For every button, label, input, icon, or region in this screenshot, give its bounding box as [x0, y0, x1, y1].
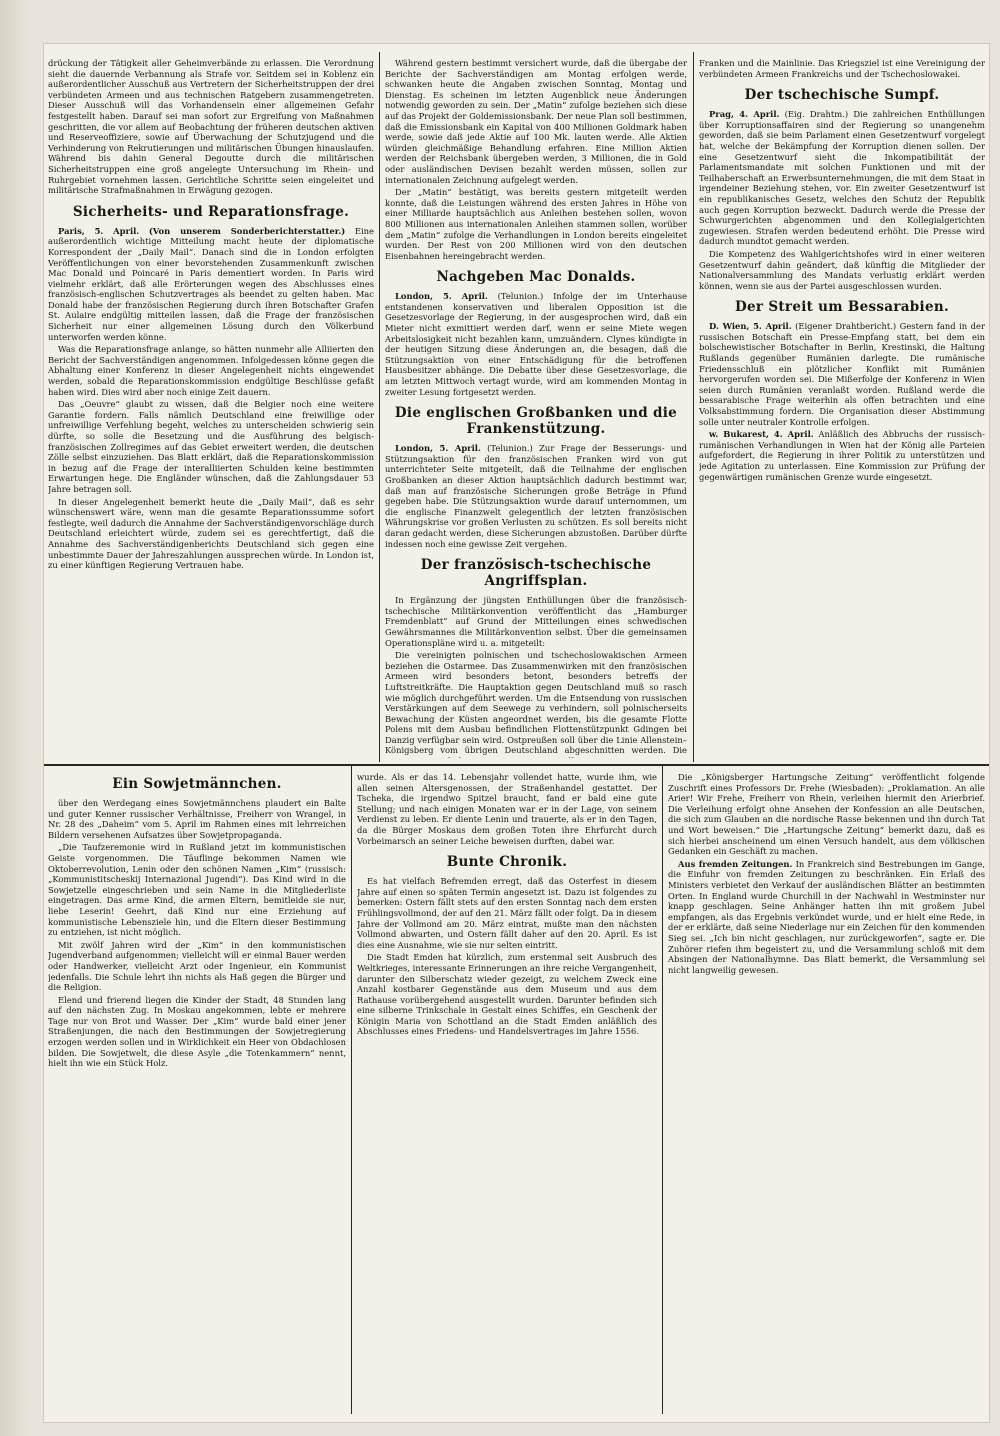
dateline: Paris, 5. April.: [58, 225, 140, 236]
column-rule-1: [379, 52, 380, 762]
article-text: Während gestern bestimmt versichert wurde, daß die übergabe der Berichte der Sachverständigen am Montag erfolgen werde, schwanken heute die Angaben zwischen Sonntag, Montag und Dienstag. Es scheinen im letzten Augenblick neue Änderungen notwendig geworden zu sein. Der „Matin“ zufolge beziehen sich diese auf das Projekt der Goldemissionsbank. Der neue Plan soll bestimmen, daß die Emissionsbank ein Kapital von 400 Millionen Goldmark haben werde, sowie daß jede Aktie auf 100 Mk. lauten werde. Alle Aktien würden gleichmäßige Behandlung erfahren. Eine Million Aktien werden der Reichsbank übergeben werden, 3 Millionen, die in Gold oder ausländischen Devisen bezahlt werden müssen, sollen zur internationalen Zeichnung aufgelegt werden.: [385, 58, 687, 185]
article-text: Anläßlich des Abbruchs der russisch-rumänischen Verhandlungen in Wien hat der König alle Parteien aufgefordert, die Regierung in ihrer Politik zu unterstützen und jede Agitation zu unterlassen. Eine Kommission zur Prüfung der gegenwärtigen rumänischen Grenze wurde eingesetzt.: [699, 429, 985, 482]
dateline: London, 5. April.: [395, 443, 481, 454]
article-text: Was die Reparationsfrage anlange, so hätten nunmehr alle Alliierten den Bericht der Sachverständigen angenommen. Infolgedessen könne gegen die Abhaltung einer Konferenz in dieser Angelegenheit nichts eingewendet werden, sobald die Reparationskommission endgültige Beschlüsse gefaßt haben wird. Dies wird aber noch einige Zeit dauern.: [48, 344, 374, 397]
article-text: In Ergänzung der jüngsten Enthüllungen über die französisch-tschechische Militärkonvention veröffentlicht das „Hamburger Fremdenblatt“ auf Grund der Mitteilungen eines schwedischen Gewährsmannes die Militärkonvention selbst. Über die gemeinsamen Operationspläne wird u. a. mitgeteilt:: [385, 595, 687, 648]
article-text: In Frankreich sind Bestrebungen im Gange, die Einfuhr von fremden Zeitungen zu beschränken. Ein Erlaß des Ministers verbietet den Verkauf der ausländischen Blätter an bestimmten Orten. In England wurde Churchill in der Nachwahl in Westminster nur knapp geschlagen. Seine Anhänger hatten ihn mit großem Jubel empfangen, als das Ergebnis verkündet wurde, und er hielt eine Rede, in der er erklärte, daß seine Niederlage nur ein Zeichen für den kommenden Sieg sei. „Ich bin nicht geschlagen, nur zurückgeworfen“, sagte er. Die Zuhörer riefen ihm begeistert zu, und die Versammlung schloß mit dem Absingen der Nationalhymne. Das Blatt bemerkt, die Versammlung sei nicht langweilig gewesen.: [668, 858, 985, 975]
headline-sumpf: Der tschechische Sumpf.: [744, 87, 940, 104]
article-text: Die Kompetenz des Wahlgerichtshofes wird in einer weiteren Gesetzentwurf dahin geändert, daß künftig die Mitglieder der Nationalversammlung des Mandats verlustig erklärt werden können, wenn sie aus der Partei ausgeschlossen wurden.: [699, 248, 985, 291]
dateline: London, 5. April.: [395, 291, 488, 302]
headline-nachgeben: Nachgeben Mac Donalds.: [436, 269, 636, 286]
article-text: drückung der Tätigkeit aller Geheimverbände zu erlassen. Die Verordnung sieht die dauernde Verbannung als Strafe vor. Seitdem sei in Koblenz ein außerordentlicher Ausschuß aus Vertretern der Sicherheitstruppen der drei verbündeten Armeen und aus technischen Ratgebern zusammengetreten. Dieser Ausschuß will das Vorhandensein einer allgemeinen Gefahr festgestellt haben. Darauf sei man sofort zur Ergreifung von Maßnahmen geschritten, die vor allem auf Beobachtung der früheren deutschen aktiven und Reserveoffiziere, sowie auf Überwachung der Schutzjugend und die Verhinderung von Rekrutierungen und militärischen Übungen hinauslaufen. Während bis dahin General Degoutte durch die militärischen Sicherheitstruppen eine groß angelegte Untersuchung im Rhein- und Ruhrgebiet vornehmen lassen. Gerichtliche Schritte seien eingeleitet und militärische Strafmaßnahmen in Erwägung gezogen.: [48, 58, 374, 196]
column-rule-3: [351, 766, 352, 1414]
scan-border: [0, 0, 44, 1436]
subheading: Aus fremden Zeitungen.: [678, 858, 793, 869]
article-text: Eine außerordentlich wichtige Mitteilung macht heute der diplomatische Korrespondent der „Daily Mail“. Danach sind die in London erfolgten Veröffentlichungen von einer bevorstehenden Zusammenkunft zwischen Mac Donald und Poincaré in Paris dementiert worden. In Paris wird vielmehr erklärt, daß alle Erörterungen wegen des Abschlusses eines französisch-englischen Schutzvertrages als beendet zu gelten haben. Mac Donald habe der französischen Regierung durch ihren Botschafter Grafen St. Aulaire endgültig mitteilen lassen, daß die Frage der französischen Sicherheit nur einer allgemeinen Lösung durch den Völkerbund unterworfen werden könne.: [48, 225, 374, 342]
dateline: D. Wien, 5. April.: [709, 321, 792, 332]
article-text: Franken und die Mainlinie. Das Kriegsziel ist eine Vereinigung der verbündeten Armeen Frankreichs und der Tschechoslowakei.: [699, 58, 985, 79]
article-text: Zur Frage der Besserungs- und Stützungsaktion für den französischen Franken wird von gut unterrichteter Seite mitgeteilt, daß die Teilnahme der englischen Großbanken an dieser Aktion hauptsächlich dadurch bestimmt war, daß man auf französische Sicherungen große Beträge in Pfund gegeben habe. Die Stützungsaktion wurde darauf unternommen, um die englische Finanzwelt gelegentlich der letzten französischen Währungskrise vor großen Verlusten zu schützen. Es soll bereits nicht daran gedacht werden, diese Sicherungen abzustoßen. Darüber dürfte indessen noch eine gewisse Zeit vergehen.: [385, 443, 687, 549]
headline-bessarabien: Der Streit um Bessarabien.: [735, 299, 949, 316]
headline-sicherheit: Sicherheits- und Reparationsfrage.: [72, 203, 350, 220]
column-bottom-center: [357, 772, 657, 1412]
article-text: Der „Matin“ bestätigt, was bereits gestern mitgeteilt werden konnte, daß die Leistungen während des ersten Jahres in Höhe von einer Milliarde hauptsächlich aus Anleihen bestehen sollen, wovon 800 Millionen aus internationalen Anleihen stammen sollen, worüber dem „Matin“ zufolge die Verhandlungen in London bereits eingeleitet wurden. Der Rest von 200 Millionen wird von den deutschen Eisenbahnen hereingebracht werden.: [385, 187, 687, 261]
article-text: Die „Königsberger Hartungsche Zeitung“ veröffentlicht folgende Zuschrift eines Professors Dr. Frehe (Wiesbaden): „Proklamation. An alle Arier! Wir Frehe, Freiherr von Rhein, verleihen hiermit den Arierbrief. Die Verleihung erfolgt ohne Ansehen der Konfession an alle Deutschen, die sich zum Glauben an die nordische Rasse bekennen und ihn durch Tat und Wort beweisen.“ Die „Hartungsche Zeitung“ bemerkt dazu, daß es sich hierbei anscheinend um einen Versuch handelt, aus dem völkischen Gedanken ein Geschäft zu machen.: [668, 772, 985, 857]
article-text: „Die Taufzeremonie wird in Rußland jetzt im kommunistischen Geiste vorgenommen. Die Täuflinge bekommen Namen wie Oktoberrevolution, Lenin oder den schönen Namen „Kim“ (russisch: „Kommunistitscheskij Internazional Jugendi“). Das Kind wird in die Sowjetzelle eingeschrieben und sein Name in die Mitgliederliste eingetragen. Das arme Kind, die armen Eltern, bemitleide sie nur, liebe Leserin! Geehrt, daß Kind nur eine Erziehung auf kommunistische Lebensziele hin, und die Eltern dieser Bestimmung zu entziehen, ist nicht möglich.: [48, 842, 346, 938]
section-divider: [44, 764, 989, 766]
article-text: Gestern fand in der russischen Botschaft ein Presse-Empfang statt, bei dem ein bolschewistischer Botschafter in Berlin, Krestinski, die Haltung Rußlands gegenüber Rumänien darlegte. Die rumänische Friedensschluß ein plötzlicher Konflikt mit Rumänien hervorgerufen worden sei. Die Mißerfolge der Konferenz in Wien seien durch Rumänien veranlaßt worden. Rußland werde die bessarabische Frage weiterhin als offen betrachten und eine Volksabstimmung fordern. Die Organisation dieser Abstimmung solle unter neutraler Kontrolle erfolgen.: [699, 321, 985, 427]
article-text: Infolge der im Unterhause entstandenen konservativen und liberalen Opposition ist die Gesetzesvorlage der Regierung, in der ausgesprochen wird, daß ein Mieter nicht exmittiert werden darf, wenn er seine Miete wegen Arbeitslosigkeit nicht bezahlen kann, umzuändern. Clynes kündigte in der heutigen Sitzung diese Änderungen an, die besagen, daß die Stützungsaktion von einer Entschädigung für die betroffenen Hausbesitzer abhänge. Die Debatte über diese Gesetzesvorlage, die am letzten Mittwoch vertagt wurde, wird am kommenden Montag in zweiter Lesung fortgesetzt werden.: [385, 291, 687, 397]
column-bottom-right: [668, 772, 985, 1412]
source-note: (Von unserem Sonderberichterstatter.): [148, 225, 346, 236]
column-top-center: [385, 58, 687, 758]
article-text: Die vereinigten polnischen und tschechoslowakischen Armeen beziehen die Ostarmee. Das Zusammenwirken mit den französischen Armeen wird besonders betont, besonders betreffs der Luftstreitkräfte. Die Hauptaktion gegen Deutschland muß so rasch wie möglich durchgeführt werden. Um die Entsendung von russischen Verstärkungen auf dem Seewege zu verhindern, soll polnischerseits Bewachung der Küsten angeordnet werden, bis die gesamte Flotte Polens mit dem Ausbau befindlichen Flottenstützpunkt Gdingen bei Danzig verfügbar sein wird. Ostpreußen soll über die Linie Allenstein–Königsberg vom übrigen Deutschland abgeschnitten werden. Die: [385, 650, 687, 756]
dateline: w. Bukarest, 4. April.: [709, 429, 814, 440]
source-note: (Telunion.): [497, 291, 544, 302]
headline-sowjetmaennchen: Ein Sowjetmännchen.: [112, 776, 282, 792]
column-bottom-left: [48, 772, 346, 1412]
article-text: Die zahlreichen Enthüllungen über Korruptionsaffairen sind der Regierung so unangenehm geworden, daß sie beim Parlament einen Gesetzentwurf vorgelegt hat, welche der Bekämpfung der Korruption dienen sollen. Der eine Gesetzentwurf sieht die Inkompatibilität der Parlamentsmandate mit solchen Funktionen und mit der Teilhaberschaft an Erwerbsunternehmungen, die mit dem Staat in irgendeiner Beziehung stehen, vor. Ein zweiter Gesetzentwurf ist ein republikanisches Gesetz, welches den Schutz der Republik auch gegen Korruption bezweckt. Dadurch werde die Presse der Schwurgerichten abgenommen und den Kollegialgerichten zugewiesen. Strafen werden bedeutend erhöht. Die Presse wird dadurch mundtot gemacht werden.: [699, 109, 985, 247]
article-text: über den Werdegang eines Sowjetmännchens plaudert ein Balte und guter Kenner russischer Verhältnisse, Freiherr von Wrangel, in Nr. 28 des „Daheim“ vom 5. April im Rahmen eines mit lehrreichen Bildern versehenen Aufsatzes über Sowjetpropaganda.: [48, 798, 346, 840]
column-top-right: [699, 58, 985, 758]
column-top-left: [48, 58, 374, 758]
source-note: (Telunion.): [487, 443, 533, 454]
article-text: Elend und frierend liegen die Kinder der Stadt, 48 Stunden lang auf den nächsten Zug. In Moskau angekommen, lebte er mehrere Tage nur von Brot und Wasser. Der „Kim“ wurde bald einer jener Straßenjungen, die nach den Bestimmungen der Sowjetregierung erzogen werden sollen und in Wirklichkeit ein Heer von Obdachlosen bilden. Die Sowjetwelt, die diese Asyle „die Totenkammern“ nennt, hielt ihn wie ein Stück Holz.: [48, 994, 346, 1069]
column-rule-4: [662, 766, 663, 1414]
article-text: In dieser Angelegenheit bemerkt heute die „Daily Mail“, daß es sehr wünschenswert wäre, wenn man die gesamte Reparationssumme sofort festlegte, weil dadurch die Annahme der Sachverständigenvorschläge durch Deutschland erleichtert würde, zudem sei es gerechtfertigt, daß die Annahme des Sachverständigenberichts Deutschland sich gegen eine unbestimmte Dauer der Jahreszahlungen aussprechen würde. In London ist, zu einer künftigen Regierung Vertrauen habe.: [48, 496, 374, 571]
headline-grossbanken: Die englischen Großbanken und die Frankenstützung.: [394, 405, 678, 438]
dateline: Prag, 4. April.: [709, 109, 780, 120]
article-text: Das „Oeuvre“ glaubt zu wissen, daß die Belgier noch eine weitere Garantie fordern. Falls nämlich Deutschland eine freiwillige oder unfreiwillige Verfehlung begeht, welches zu unterscheiden schwierig sein dürfte, so solle die Besetzung und die Ausführung des belgisch-französischen Zollregimes auf das Gebiet erweitert werden, die deutschen Zölle selbst einzuziehen. Das Blatt erklärt, daß die Reparationskommission in bezug auf die Frage der interalliierten Schulden keine bestimmten Erwartungen hege. Die Engländer wünschen, daß die Zahlungsdauer 53 Jahre betragen soll.: [48, 399, 374, 494]
article-text: Mit zwölf Jahren wird der „Kim“ in den kommunistischen Jugendverband aufgenommen; vielleicht will er einmal Bauer werden oder Handwerker, vielleicht Arzt oder Ingenieur, ein Kommunist jedenfalls. Die Schule lehrt ihn nichts als Haß gegen die Bürger und die Religion.: [48, 939, 346, 993]
headline-angriffsplan: Der französisch-tschechische Angriffsplan.: [420, 557, 652, 590]
newspaper-page: [44, 44, 989, 1422]
column-rule-2: [693, 52, 694, 762]
source-note: (Eigener Drahtbericht.): [795, 321, 897, 332]
article-text: Die Stadt Emden hat kürzlich, zum erstenmal seit Ausbruch des Weltkrieges, interessante Erinnerungen an ihre reiche Vergangenheit, darunter den Silberschatz wieder gezeigt, zu welchem Zweck eine Anzahl kostbarer Gegenstände aus dem Museum und aus dem Rathause vorübergehend ausgestellt wurden. Darunter befinden sich eine silberne Trinkschale in Gestalt eines Schiffes, ein Geschenk der Königin Maria von Schottland an die Stadt Emden anläßlich des Abschlusses eines Friedens- und Handelsvertrages im Jahre 1556.: [357, 952, 657, 1037]
source-note: (Eig. Drahtm.): [784, 109, 849, 120]
headline-chronik: Bunte Chronik.: [446, 854, 568, 871]
article-text: wurde. Als er das 14. Lebensjahr vollendet hatte, wurde ihm, wie allen seinen Altersgenossen, der Straßenhandel gestattet. Der Tscheka, die irgendwo Spitzel braucht, fand er bald eine gute Stellung; und nach einigen Monaten war er in der Lage, von seinem Verdienst zu leben. Er diente Lenin und trauerte, als er in den Tagen, da die Bürger Moskaus dem großen Toten ihre Ehrfurcht durch Vorbeimarsch an seiner Leiche beweisen durften, dabei war.: [357, 772, 657, 846]
article-text: Es hat vielfach Befremden erregt, daß das Osterfest in diesem Jahre auf einen so späten Termin angesetzt ist. Dazu ist folgendes zu bemerken: Ostern fällt stets auf den ersten Sonntag nach dem ersten Frühlingsvollmond, der auf den 21. März fällt oder folgt. Da in diesem Jahre der Vollmond am 20. März eintrat, mußte man den nächsten Vollmond abwarten, und Ostern fällt daher auf den 20. April. Es ist dies eine Ausnahme, wie sie nur selten eintritt.: [357, 876, 657, 950]
